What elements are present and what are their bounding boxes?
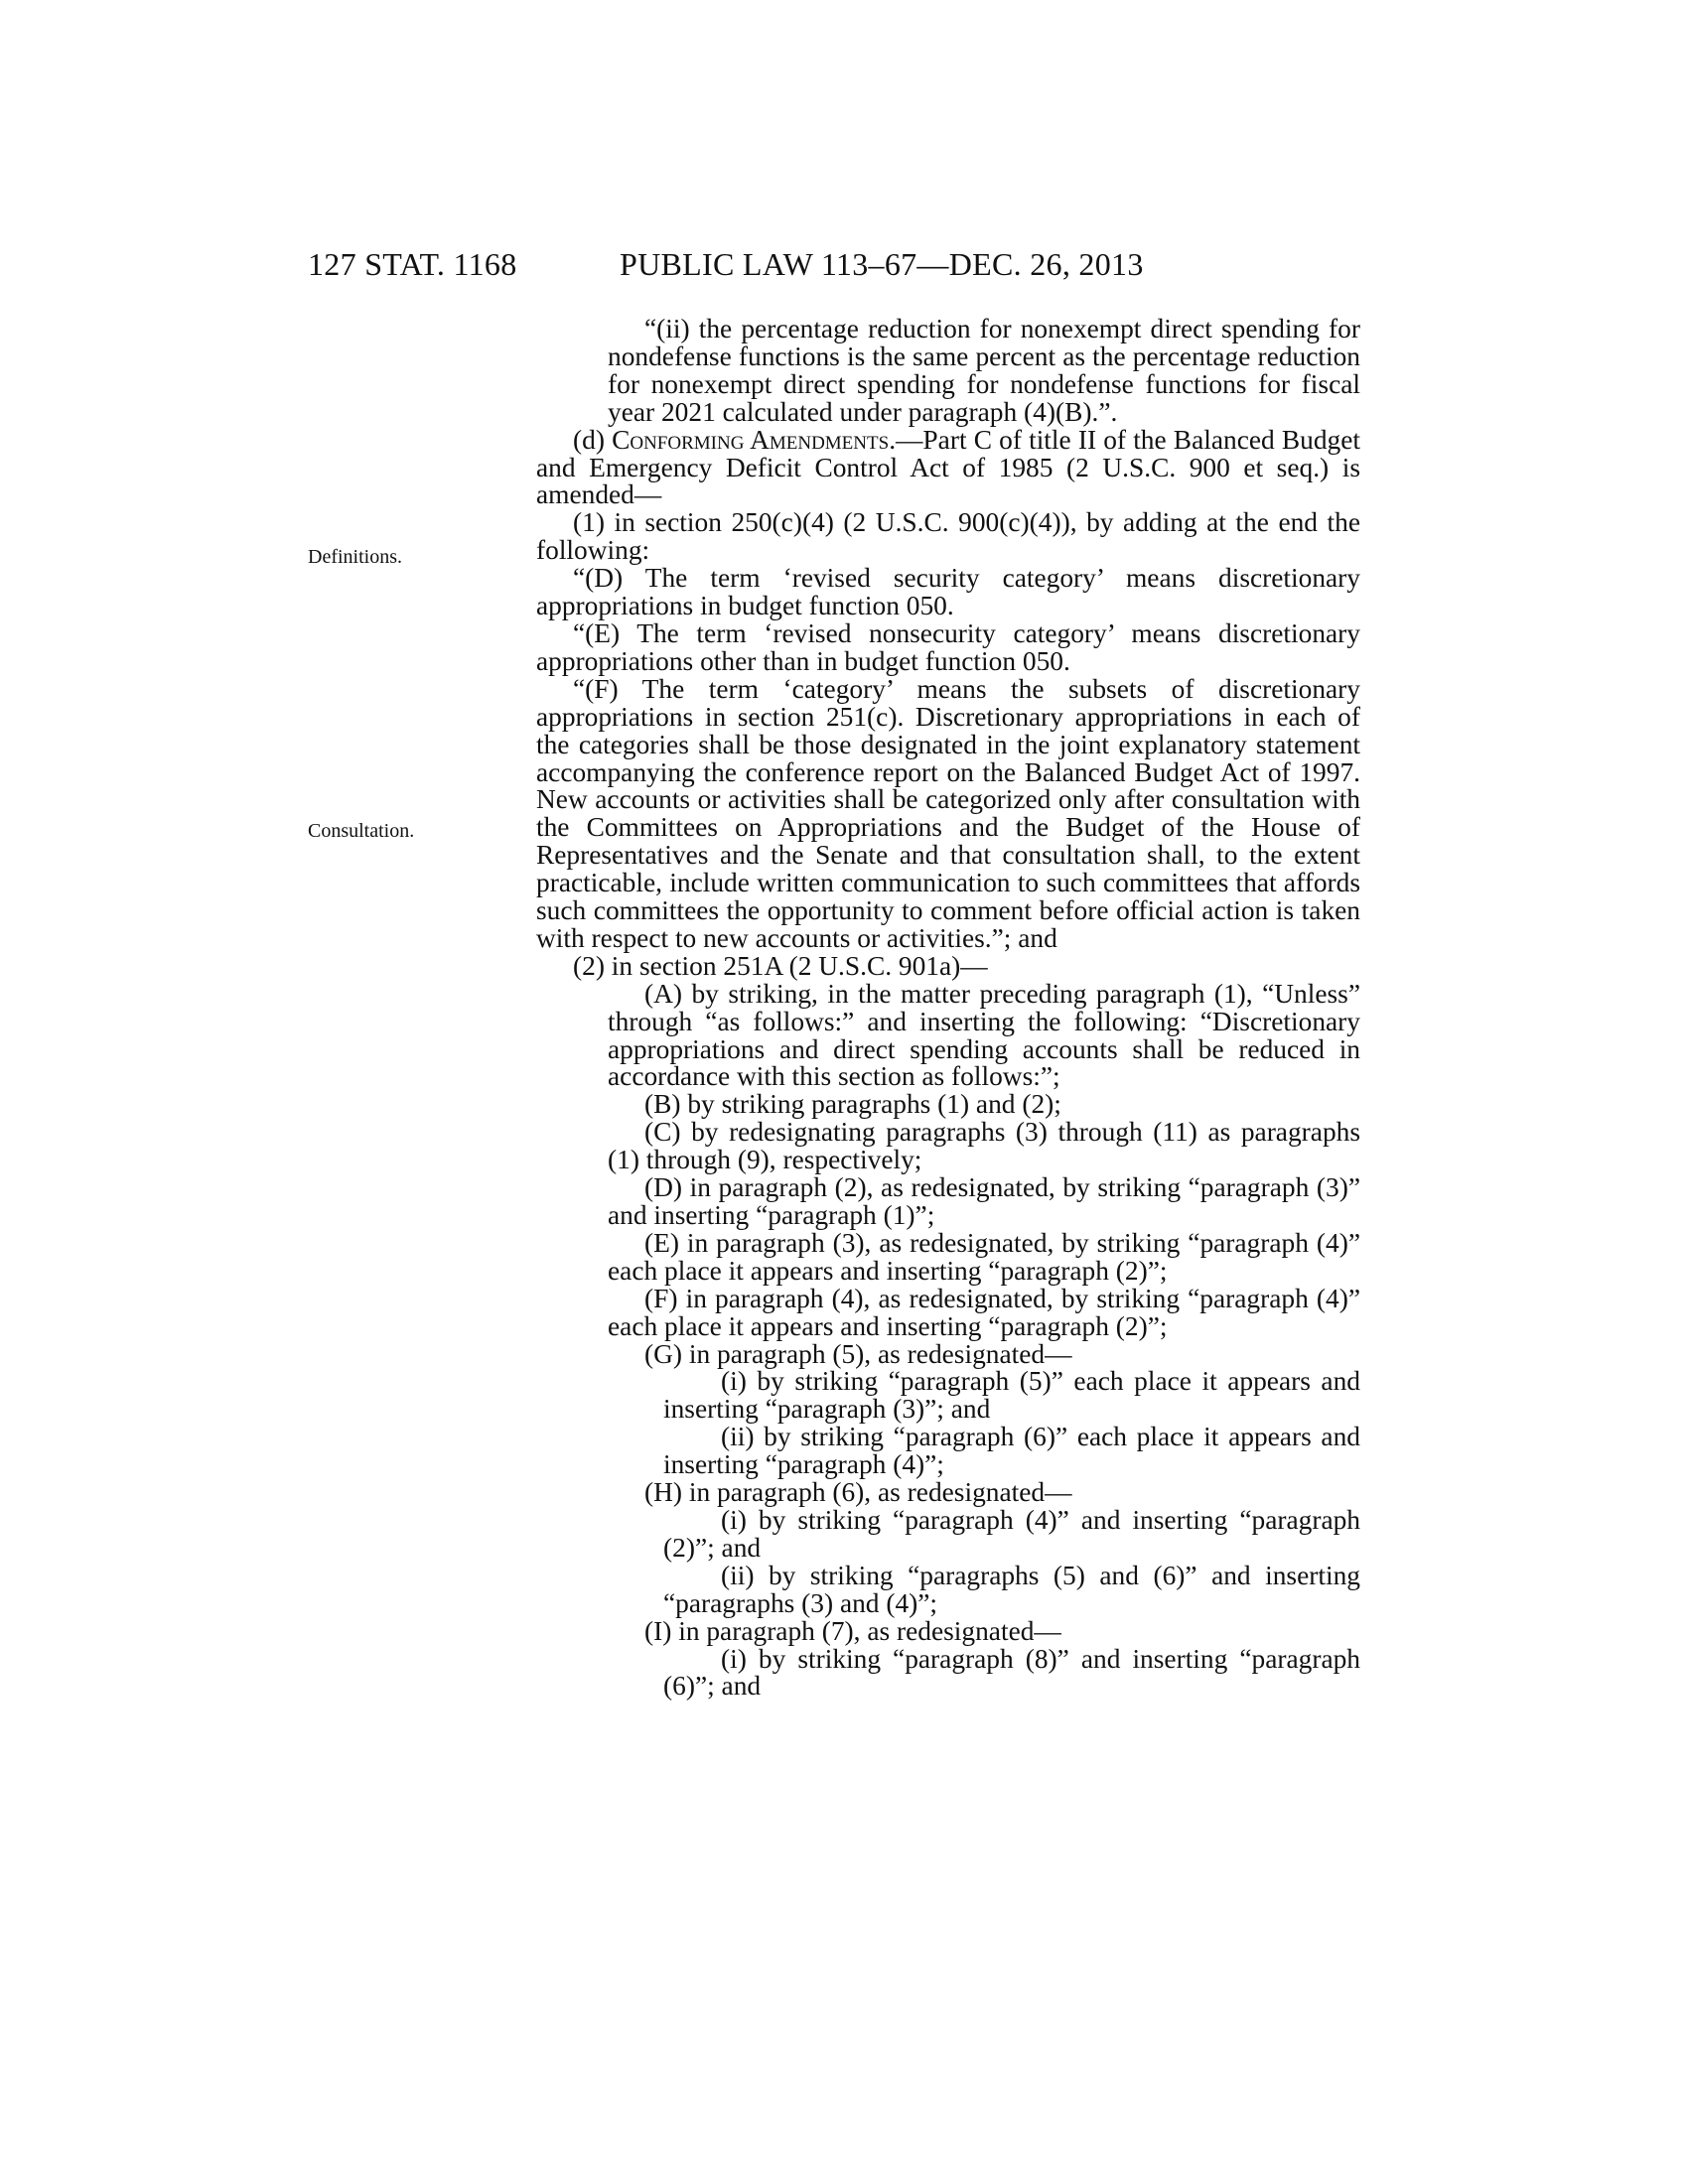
- paragraph-clause-ii: “(ii) the percentage reduction for nonexempt direct spending for nondefense functions is the same percent as the percentage reduction for nonexempt direct spending for nondefense functions for fiscal year 2021 calculated under paragraph (4)(B).”.: [608, 314, 1360, 427]
- subsection-d-number: (d): [573, 424, 613, 455]
- margin-note-definitions: Definitions.: [308, 546, 402, 568]
- paragraph-sub-g: (G) in paragraph (5), as redesignated—: [644, 1338, 1072, 1369]
- paragraph-item-2: (2) in section 251A (2 U.S.C. 901a)—: [573, 950, 988, 981]
- paragraph-sub-h-ii: (ii) by striking “paragraphs (5) and (6)” and inserting “paragraphs (3) and (4)”;: [663, 1560, 1360, 1618]
- document-body: [536, 316, 1360, 1701]
- paragraph-sub-h-i: (i) by striking “paragraph (4)” and inserting “paragraph (2)”; and: [663, 1504, 1360, 1563]
- margin-note-consultation: Consultation.: [308, 820, 415, 842]
- paragraph-item-1: (1) in section 250(c)(4) (2 U.S.C. 900(c)(4)), by adding at the end the following:: [536, 507, 1360, 566]
- statute-page-number: 127 STAT. 1168: [308, 246, 517, 282]
- paragraph-sub-b: (B) by striking paragraphs (1) and (2);: [644, 1089, 1061, 1120]
- paragraph-definition-d: “(D) The term ‘revised security category’ means discretionary appropriations in budget function 050.: [536, 563, 1360, 621]
- paragraph-sub-e: (E) in paragraph (3), as redesignated, by striking “paragraph (4)” each place it appears and inserting “paragraph (2)”;: [608, 1227, 1360, 1286]
- paragraph-sub-d: (D) in paragraph (2), as redesignated, by striking “paragraph (3)” and inserting “paragraph (1)”;: [608, 1172, 1360, 1230]
- paragraph-sub-h: (H) in paragraph (6), as redesignated—: [644, 1477, 1072, 1508]
- paragraph-subsection-d: [536, 424, 1360, 510]
- paragraph-sub-i-i: (i) by striking “paragraph (8)” and inserting “paragraph (6)”; and: [663, 1643, 1360, 1702]
- paragraph-sub-g-ii: (ii) by striking “paragraph (6)” each place it appears and inserting “paragraph (4)”;: [663, 1422, 1360, 1480]
- subsection-d-heading: Conforming Amendments: [612, 424, 890, 455]
- paragraph-sub-i: (I) in paragraph (7), as redesignated—: [644, 1615, 1061, 1646]
- paragraph-sub-f: (F) in paragraph (4), as redesignated, by striking “paragraph (4)” each place it appears and inserting “paragraph (2)”;: [608, 1283, 1360, 1341]
- paragraph-sub-c: (C) by redesignating paragraphs (3) through (11) as paragraphs (1) through (9), respectively;: [608, 1117, 1360, 1175]
- subsection-d-text: .—Part C of title II of the Balanced Budget and Emergency Deficit Control Act of 1985 (2 U.S.C. 900 et seq.) is amended—: [536, 424, 1360, 510]
- running-head-title: PUBLIC LAW 113–67—DEC. 26, 2013: [620, 246, 1144, 282]
- paragraph-sub-a: (A) by striking, in the matter preceding paragraph (1), “Unless” through “as follows:” and inserting the following: “Discretionary appropriations and direct spending accounts shall be reduced in accordance with this section as follows:”;: [608, 978, 1360, 1092]
- paragraph-sub-g-i: (i) by striking “paragraph (5)” each place it appears and inserting “paragraph (3)”; and: [663, 1366, 1360, 1425]
- paragraph-definition-f: “(F) The term ‘category’ means the subsets of discretionary appropriations in section 251(c). Discretionary appropriations in each of the categories shall be those designated in the joint explanatory statement accompanying the conference report on the Balanced Budget Act of 1997. New accounts or activities shall be categorized only after consultation with the Committees on Appropriations and the Budget of the House of Representatives and the Senate and that consultation shall, to the extent practicable, include written communication to such committees that affords such committees the opportunity to comment before official action is taken with respect to new accounts or activities.”; and: [536, 673, 1360, 953]
- paragraph-definition-e: “(E) The term ‘revised nonsecurity category’ means discretionary appropriations other than in budget function 050.: [536, 617, 1360, 676]
